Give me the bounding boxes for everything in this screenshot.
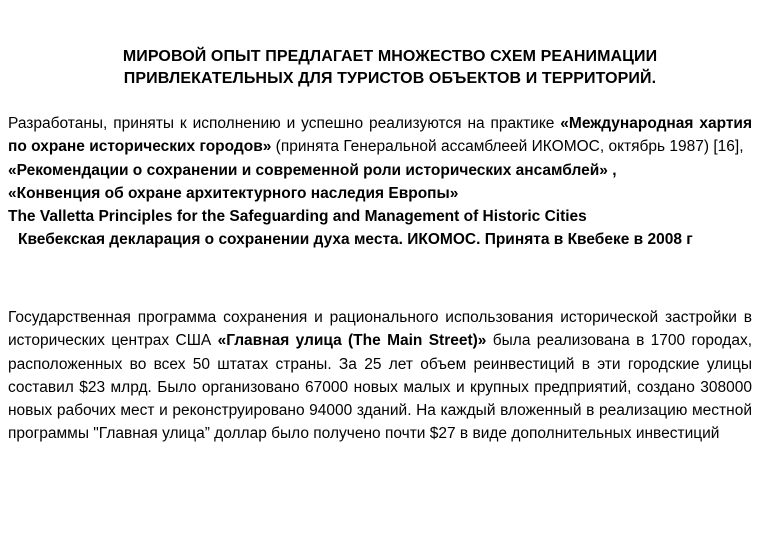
title-line-1: МИРОВОЙ ОПЫТ ПРЕДЛАГАЕТ МНОЖЕСТВО СХЕМ РЕАНИМАЦИИ	[122, 48, 658, 65]
charter-note: (принята Генеральной ассамблеей ИКОМОС, октябрь 1987) [16],	[271, 138, 744, 156]
intro-paragraph	[8, 112, 752, 159]
convention-title: «Конвенция об охране архитектурного наследия Европы»	[8, 184, 459, 202]
title-line-2: ПРИВЛЕКАТЕЛЬНЫХ ДЛЯ ТУРИСТОВ ОБЪЕКТОВ И ТЕРРИТОРИЙ.	[123, 70, 657, 87]
recommendations-title: «Рекомендации о сохранении и современной роли исторических ансамблей» ,	[8, 161, 617, 179]
main-street-paragraph	[8, 306, 752, 446]
charter-title: «Международная хартия по охране исторических городов»	[8, 115, 753, 156]
slide-title	[60, 46, 720, 90]
main-street-text-2: была реализована в 1700 городах, расположенных во всех 50 штатах страны. За 25 лет объем реинвестиций в эти городские улицы составил $23 млрд. Было организовано 67000 новых малых и крупных предприятий, создано 308000 новых рабочих мест и реконструировано 94000 зданий. На каждый вложенный в реализацию местной программы "Главная улица” доллар было получено почти $27 в виде дополнительных инвестиций	[8, 332, 752, 443]
main-street-text-1: Государственная программа сохранения и рационального использования исторической застройки в исторических центрах США	[8, 309, 752, 350]
main-street-program-name: «Главная улица (The Main Street)»	[217, 332, 487, 350]
valletta-title: The Valletta Principles for the Safeguarding and Management of Historic Cities	[8, 208, 587, 226]
intro-text: Разработаны, приняты к исполнению и успешно реализуются на практике	[8, 115, 561, 132]
documents-list	[8, 112, 752, 252]
quebec-declaration: Квебекская декларация о сохранении духа места. ИКОМОС. Принята в Квебеке в 2008 г	[18, 231, 693, 249]
